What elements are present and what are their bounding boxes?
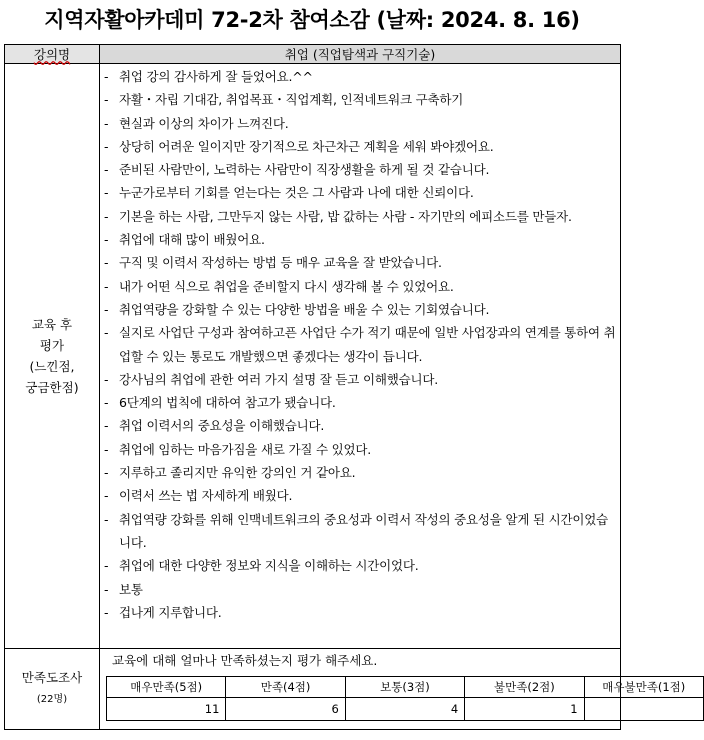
score-header: 불만족(2점) [465,677,584,698]
comment-text: 취업에 대한 다양한 정보와 지식을 이해하는 시간이었다. [119,558,419,574]
comment-text: 현실과 이상의 차이가 느껴진다. [119,115,289,131]
list-item: - 이력서 쓰는 법 자세하게 배웠다. [104,488,293,504]
comment-text: 보통 [119,581,143,597]
score-table [106,676,704,721]
list-item: - 취업 이력서의 중요성을 이해했습니다. [104,418,325,434]
comment-text: 자활・자립 기대감, 취업목표・직업계획, 인적네트워크 구축하기 [119,92,464,108]
comment-text: 구직 및 이력서 작성하는 방법 등 매우 교육을 잘 받았습니다. [119,255,442,271]
evaluation-label-line: 궁금한점) [25,380,79,395]
score-value: 6 [226,698,345,721]
score-header: 매우만족(5점) [107,677,226,698]
respondent-count: (22명) [36,694,68,705]
evaluation-comments [100,64,621,649]
list-item: - 취업에 대한 다양한 정보와 지식을 이해하는 시간이었다. [104,558,419,574]
satisfaction-row [5,649,621,730]
satisfaction-label [5,649,100,730]
score-value: 4 [345,698,464,721]
score-header: 매우불만족(1점) [584,677,703,698]
comment-text: 내가 어떤 식으로 취업을 준비할지 다시 생각해 볼 수 있었어요. [119,278,454,294]
list-item: - 현실과 이상의 차이가 느껴진다. [104,115,289,131]
score-value [584,698,703,721]
list-item: - 자활・자립 기대감, 취업목표・직업계획, 인적네트워크 구축하기 [104,92,464,108]
score-header-row [107,677,704,698]
comment-text: 6단계의 법칙에 대하여 참고가 됐습니다. [119,395,336,411]
comment-list [100,64,620,624]
comment-text: 기본을 하는 사람, 그만두지 않는 사람, 밥 값하는 사람 - 자기만의 에피소드를 만들자. [119,208,572,224]
comment-text: 누군가로부터 기회를 얻는다는 것은 그 사람과 나에 대한 신뢰이다. [119,185,474,201]
evaluation-label-line: (느낀점, [29,359,75,374]
score-value: 11 [107,698,226,721]
evaluation-label-line: 평가 [39,338,65,353]
satisfaction-content [100,649,686,730]
header-course-label-text: 강의명 [33,47,71,62]
evaluation-label-line: 교육 후 [31,317,73,332]
list-item: - 누군가로부터 기회를 얻는다는 것은 그 사람과 나에 대한 신뢰이다. [104,185,474,201]
score-value-row [107,698,704,721]
comment-text: 취업 강의 감사하게 잘 들었어요.^^ [119,69,313,84]
comment-text: 상당히 어려운 일이지만 장기적으로 차근차근 계획을 세워 봐야겠어요. [119,138,494,154]
list-item: - 구직 및 이력서 작성하는 방법 등 매우 교육을 잘 받았습니다. [104,255,442,271]
page-title: 지역자활아카데미 72-2차 참여소감 (날짜: 2024. 8. 16) [44,8,580,32]
comment-text: 실지로 사업단 구성과 참여하고픈 사업단 수가 적기 때문에 일반 사업장과의 연계를 통하여 취업할 수 있는 통로도 개발했으면 좋겠다는 생각이 듭니다. [119,325,616,364]
list-item: - 취업역량을 강화할 수 있는 다양한 방법을 배울 수 있는 기회였습니다. [104,301,490,317]
comment-text: 취업에 대해 많이 배웠어요. [119,232,265,248]
satisfaction-question: 교육에 대해 얼마나 만족하셨는지 평가 해주세요. [112,653,378,668]
table-header-row [5,45,621,64]
survey-table [4,44,686,730]
list-item: - 취업에 대해 많이 배웠어요. [104,232,265,248]
list-item: - 기본을 하는 사람, 그만두지 않는 사람, 밥 값하는 사람 - 자기만의 에피소드를 만들자. [104,208,572,224]
comment-text: 준비된 사람만이, 노력하는 사람만이 직장생활을 하게 될 것 같습니다. [119,162,490,178]
header-course-name: 취업 (직업탐색과 구직기술) [100,45,621,64]
list-item: - 상당히 어려운 일이지만 장기적으로 차근차근 계획을 세워 봐야겠어요. [104,138,494,154]
list-item: - 취업역량 강화를 위해 인맥네트워크의 중요성과 이력서 작성의 중요성을 알게 된 시간이었습니다. [104,511,608,550]
satisfaction-label-text: 만족도조사 [21,670,83,685]
list-item: - 내가 어떤 식으로 취업을 준비할지 다시 생각해 볼 수 있었어요. [104,278,454,294]
comment-text: 취업역량을 강화할 수 있는 다양한 방법을 배울 수 있는 기회였습니다. [119,301,490,317]
score-header: 만족(4점) [226,677,345,698]
list-item: - 겁나게 지루합니다. [104,604,222,620]
list-item: - 실지로 사업단 구성과 참여하고픈 사업단 수가 적기 때문에 일반 사업장과의 연계를 통하여 취업할 수 있는 통로도 개발했으면 좋겠다는 생각이 듭니다. [104,325,616,364]
evaluation-row [5,64,621,649]
comment-text: 취업역량 강화를 위해 인맥네트워크의 중요성과 이력서 작성의 중요성을 알게 된 시간이었습니다. [119,511,608,550]
list-item: - 취업 강의 감사하게 잘 들었어요.^^ [104,69,313,84]
list-item: - 지루하고 졸리지만 유익한 강의인 거 같아요. [104,465,356,481]
evaluation-label [5,64,100,649]
header-course-label [5,45,100,64]
comment-text: 취업에 임하는 마음가짐을 새로 가질 수 있었다. [119,441,372,457]
list-item: - 준비된 사람만이, 노력하는 사람만이 직장생활을 하게 될 것 같습니다. [104,162,490,178]
score-header: 보통(3점) [345,677,464,698]
list-item: - 6단계의 법칙에 대하여 참고가 됐습니다. [104,395,336,411]
list-item: - 보통 [104,581,143,597]
list-item: - 강사님의 취업에 관한 여러 가지 설명 잘 듣고 이해했습니다. [104,371,438,387]
comment-text: 취업 이력서의 중요성을 이해했습니다. [119,418,325,434]
comment-text: 겁나게 지루합니다. [119,604,222,620]
score-value: 1 [465,698,584,721]
comment-text: 지루하고 졸리지만 유익한 강의인 거 같아요. [119,465,356,481]
list-item: - 취업에 임하는 마음가짐을 새로 가질 수 있었다. [104,441,372,457]
comment-text: 강사님의 취업에 관한 여러 가지 설명 잘 듣고 이해했습니다. [119,371,438,387]
comment-text: 이력서 쓰는 법 자세하게 배웠다. [119,488,293,504]
